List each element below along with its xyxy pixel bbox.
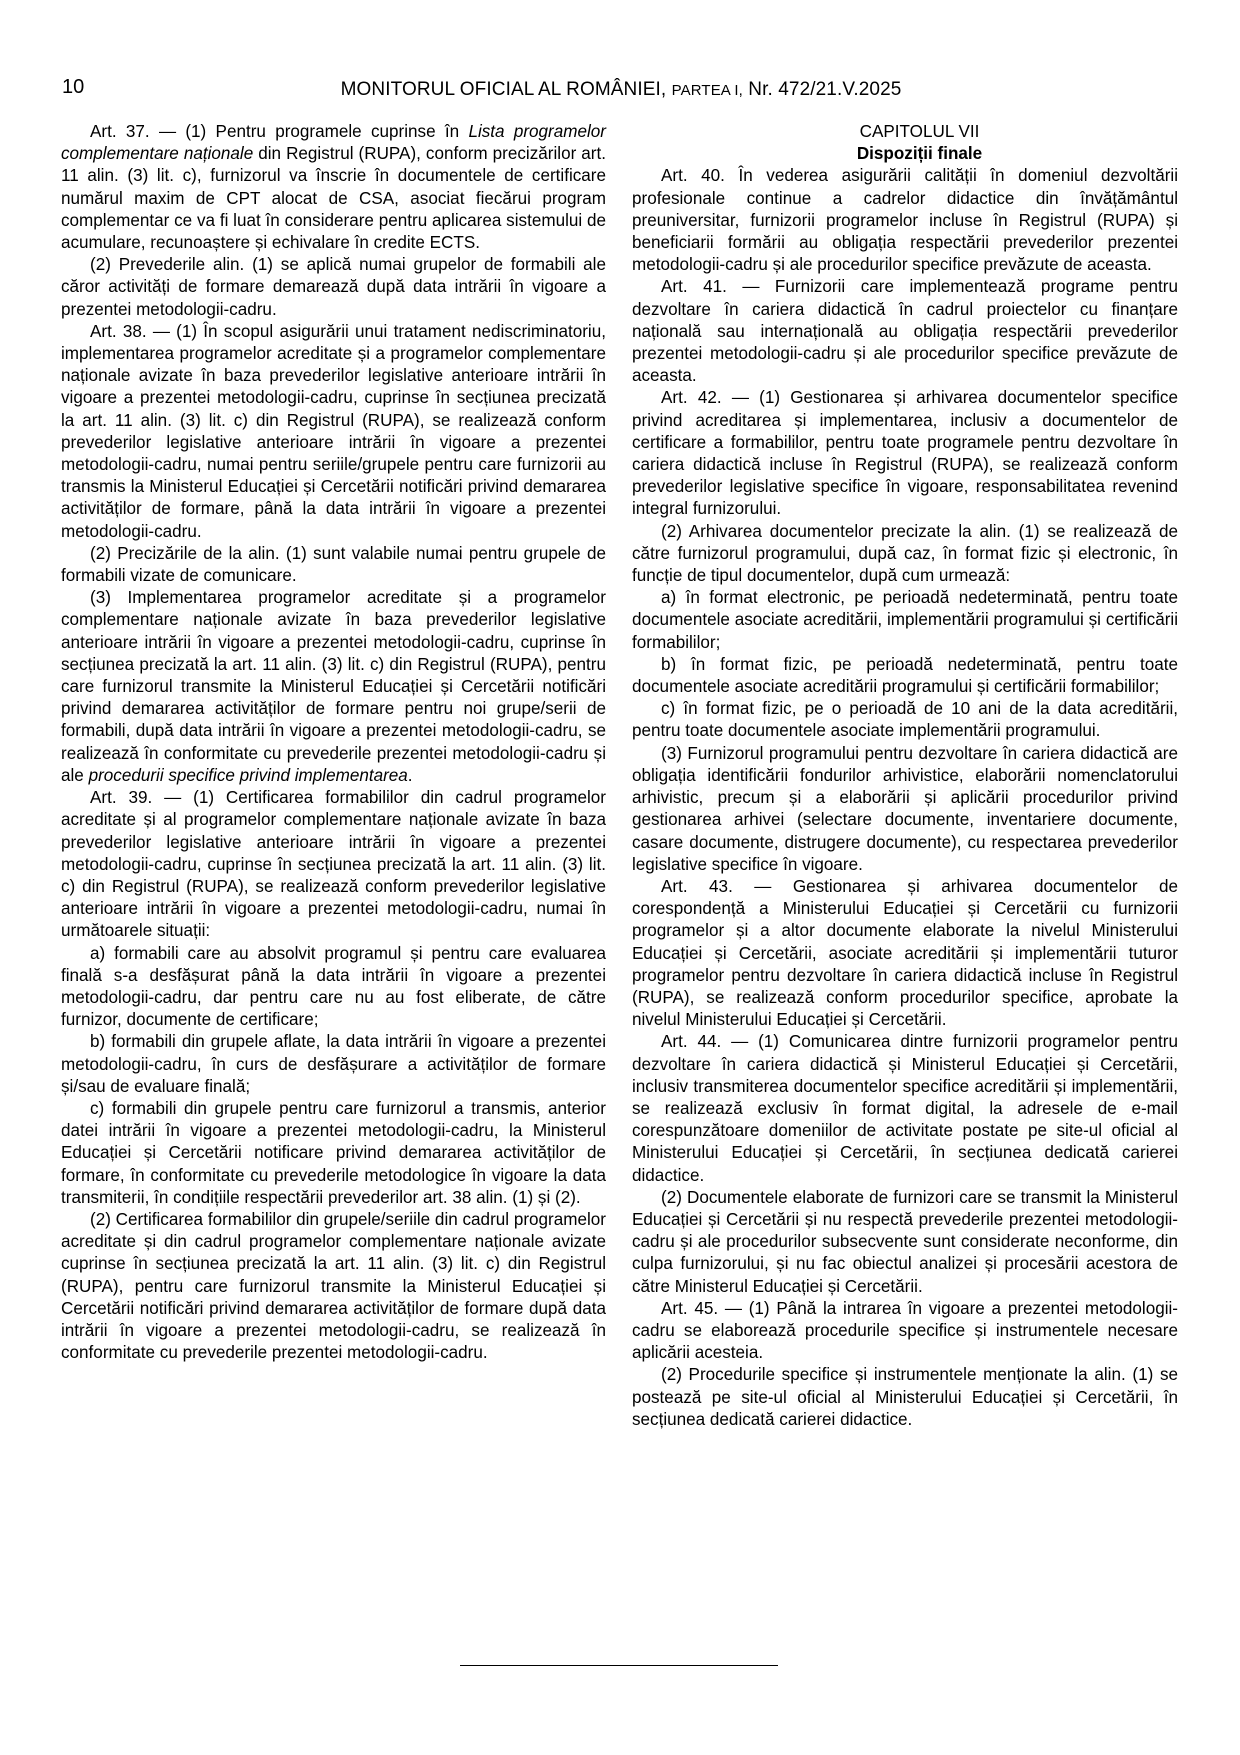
art43-paragraph: Art. 43. — Gestionarea și arhivarea documentelor de corespondență a Ministerului Educației și Cercetării cu furnizorii programelor și a altor documente elaborate la nivelul Ministerului Educației și Cercetării, asociate acreditării și implementării tuturor programelor pentru dezvoltare în cariera didactică incluse în Registrul (RUPA), se realizează conform procedurilor specifice, aprobate la nivelul Ministerului Educației și Cercetării. xyxy=(632,876,1178,1030)
art42-paragraph-3: (3) Furnizorul programului pentru dezvoltare în cariera didactică are obligația identificării fondurilor arhivistice, elaborării nomenclatorului arhivistic, precum și a elaborării și aplicării procedurilor privind gestionarea arhivei (selectare documente, inventariere documente, casare documente, distrugere documente), cu respectarea prevederilor legislative specifice în vigoare. xyxy=(632,743,1178,874)
art38-paragraph-1: Art. 38. — (1) În scopul asigurării unui tratament nediscriminatoriu, implementarea programelor acreditate și a programelor complementare naționale avizate în baza prevederilor legislative anterioare intrării în vigoare a prezentei metodologii-cadru, cuprinse în secțiunea precizată la art. 11 alin. (3) lit. c) din Registrul (RUPA), se realizează conform prevederilor legislative anterioare intrării în vigoare a prezentei metodologii-cadru, numai pentru seriile/grupele pentru care furnizorii au transmis la Ministerul Educației și Cercetării notificări privind demararea activităților de formare, până la data intrării în vigoare a prezentei metodologii-cadru. xyxy=(61,321,606,541)
art38-paragraph-3: (3) Implementarea programelor acreditate și a programelor complementare naționale avizate în baza prevederilor legislative anterioare intrării în vigoare a prezentei metodologii-cadru, cuprinse în secțiunea precizată la art. 11 alin. (3) lit. c) din Registrul (RUPA), pentru care furnizorul transmite la Ministerul Educației și Cercetării notificări privind demararea activităților de formare pentru noi grupe/serii de formabili, după data intrării în vigoare a prezentei metodologii-cadru, se realizează în conformitate cu prevederile prezentei metodologii-cadru și ale procedurii specifice privind implementarea. xyxy=(61,588,606,785)
art44-paragraph-2: (2) Documentele elaborate de furnizori care se transmit la Ministerul Educației și Cercetării și nu respectă prevederile prezentei metodologii-cadru și ale procedurilor subsecvente sunt considerate neconforme, din culpa furnizorului, și nu fac obiectul analizei și procesării acestora de către Ministerul Educației și Cercetării. xyxy=(632,1187,1178,1296)
page-number: 10 xyxy=(62,76,85,98)
procedure-title: procedurii specifice privind implementarea xyxy=(88,765,408,785)
chapter-subtitle: Dispoziții finale xyxy=(856,144,983,164)
gazette-issue: Nr. 472/21.V.2025 xyxy=(748,79,902,100)
left-column xyxy=(61,121,606,1364)
art37-paragraph-1: Art. 37. — (1) Pentru programele cuprinse în Lista programelor complementare naționale din Registrul (RUPA), conform precizărilor art. 11 alin. (3) lit. c), furnizorul va înscrie în documentele de certificare numărul maxim de CPT alocat de CSA, asociat fiecărui program complementar ce va fi luat în considerare pentru aplicarea sistemului de acumulare, recunoaștere și echivalare în credite ECTS. xyxy=(61,122,606,253)
end-of-page-rule xyxy=(460,1665,778,1666)
art37-paragraph-2: (2) Prevederile alin. (1) se aplică numai grupelor de formabili ale căror activități de formare demarează după data intrării în vigoare a prezentei metodologii-cadru. xyxy=(61,255,606,319)
art44-paragraph-1: Art. 44. — (1) Comunicarea dintre furnizorii programelor pentru dezvoltare în cariera didactică și Ministerul Educației și Cercetării, inclusiv transmiterea documentelor specifice acreditării și implementării, se realizează exclusiv în format digital, la adresele de e-mail corespunzătoare domeniilor de activitate postate pe site-ul oficial al Ministerului Educației și Cercetării, în secțiunea dedicată carierei didactice. xyxy=(632,1032,1178,1185)
art41-paragraph: Art. 41. — Furnizorii care implementează programe pentru dezvoltare în cariera didactică în cadrul proiectelor cu finanțare națională sau internațională au obligația respectării prevederilor prezentei metodologii-cadru și ale procedurilor specifice prevăzute de aceasta. xyxy=(632,277,1178,386)
art39-item-a: a) formabili care au absolvit programul și pentru care evaluarea finală s-a desfășurat până la data intrării în vigoare a prezentei metodologii-cadru, dar pentru care nu au fost eliberate, de către furnizor, documente de certificare; xyxy=(61,943,606,1030)
art38-paragraph-2: (2) Precizările de la alin. (1) sunt valabile numai pentru grupele de formabili vizate de comunicare. xyxy=(61,543,606,586)
art39-paragraph-2: (2) Certificarea formabililor din grupele/seriile din cadrul programelor acreditate și din cadrul programelor complementare naționale avizate cuprinse în secțiunea precizată la art. 11 alin. (3) lit. c) din Registrul (RUPA), pentru care furnizorul transmite la Ministerul Educației și Cercetării notificări privind demararea activităților de formare după data intrării în vigoare a prezentei metodologii-cadru, se realizează în conformitate cu prevederile prezentei metodologii-cadru. xyxy=(61,1209,606,1363)
art42-paragraph-1: Art. 42. — (1) Gestionarea și arhivarea documentelor specifice privind acreditarea și implementarea, inclusiv a documentelor de certificare a formabililor, pentru toate programele pentru dezvoltare în cariera didactică incluse în Registrul (RUPA), se realizează conform prevederilor legislative specifice în vigoare, responsabilitatea revenind integral furnizorului. xyxy=(632,388,1178,519)
page-header xyxy=(62,76,1180,106)
art39-item-b: b) formabili din grupele aflate, la data intrării în vigoare a prezentei metodologii-cadru, în curs de desfășurare a activităților de formare și/sau de evaluare finală; xyxy=(61,1032,606,1096)
chapter-title: CAPITOLUL VII xyxy=(859,122,980,141)
art42-item-a: a) în format electronic, pe perioadă nedeterminată, pentru toate documentele asociate acreditării, implementării programului și certificării formabililor; xyxy=(632,588,1178,652)
gazette-part: PARTEA I, xyxy=(671,82,743,99)
running-title xyxy=(62,79,1180,101)
art39-paragraph-1: Art. 39. — (1) Certificarea formabililor din cadrul programelor acreditate și al programelor complementare naționale avizate în baza prevederilor legislative anterioare intrării în vigoare a prezentei metodologii-cadru, cuprinse în secțiunea precizată la art. 11 alin. (3) lit. c) din Registrul (RUPA), se realizează conform prevederilor legislative anterioare intrării în vigoare a prezentei metodologii-cadru, numai în următoarele situații: xyxy=(61,788,606,941)
art45-paragraph-1: Art. 45. — (1) Până la intrarea în vigoare a prezentei metodologii-cadru se elaborează procedurile specifice și instrumentele necesare aplicării acesteia. xyxy=(632,1298,1178,1363)
art42-item-b: b) în format fizic, pe perioadă nedeterminată, pentru toate documentele asociate acreditării programului și certificării formabililor; xyxy=(632,654,1178,697)
program-list-title: Lista programelor complementare naționale xyxy=(61,122,606,164)
art39-item-c: c) formabili din grupele pentru care furnizorul a transmis, anterior datei intrării în vigoare a prezentei metodologii-cadru, la Ministerul Educației și Cercetării notificare privind demararea activităților de formare, în conformitate cu prevederile metodologice în vigoare la data transmiterii, în condițiile respectării prevederilor art. 38 alin. (1) și (2). xyxy=(61,1098,606,1207)
art42-item-c: c) în format fizic, pe o perioadă de 10 ani de la data acreditării, pentru toate documentele asociate implementării programului. xyxy=(632,699,1178,741)
art40-paragraph: Art. 40. În vederea asigurării calității în domeniul dezvoltării profesionale continue a cadrelor didactice din învățământul preuniversitar, furnizorii programelor incluse în Registrul (RUPA) și beneficiarii formării au obligația respectării prevederilor prezentei metodologii-cadru și ale procedurilor specifice prevăzute de aceasta. xyxy=(632,166,1178,275)
gazette-title: MONITORUL OFICIAL AL ROMÂNIEI, xyxy=(340,79,667,100)
art45-paragraph-2: (2) Procedurile specifice și instrumentele menționate la alin. (1) se postează pe site-ul oficial al Ministerului Educației și Cercetării, în secțiunea dedicată carierei didactice. xyxy=(632,1365,1178,1429)
art42-paragraph-2: (2) Arhivarea documentelor precizate la alin. (1) se realizează de către furnizorul programului, după caz, în format fizic și electronic, în funcție de tipul documentelor, după cum urmează: xyxy=(632,521,1178,586)
right-column xyxy=(632,121,1178,1431)
